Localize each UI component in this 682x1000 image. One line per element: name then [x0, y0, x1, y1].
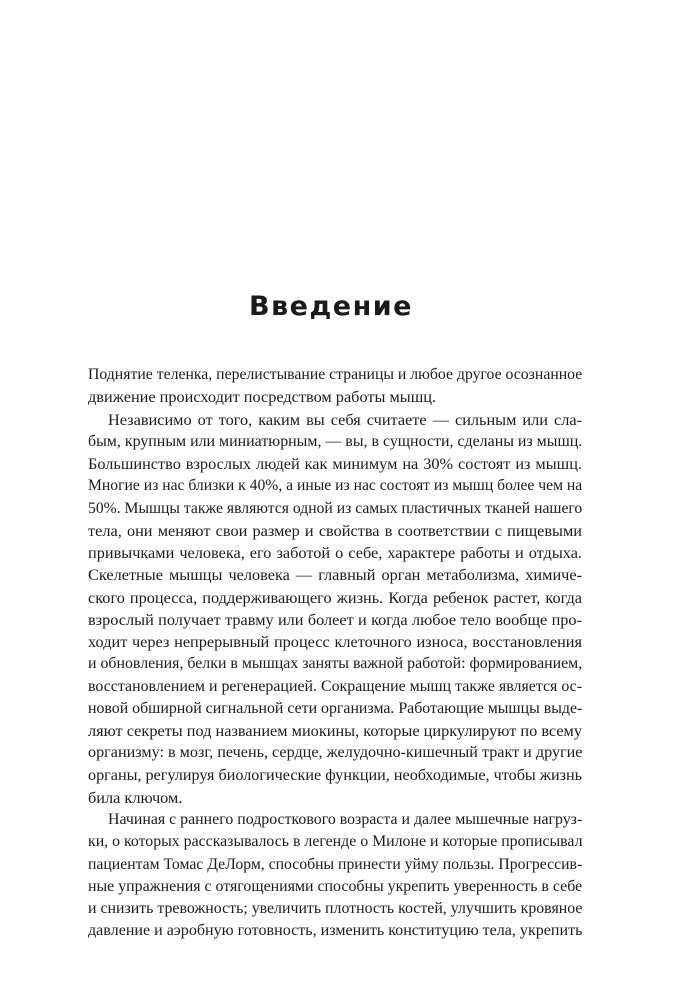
text-line: взрослый получает травму или болеет и когда любое тело вообще про-	[88, 609, 582, 629]
text-line: Многие из нас близки к 40%, а иные из нас состоят из мышц более чем на	[88, 477, 583, 495]
text-line: органы, регулируя биологические функции, необходимые, чтобы жизнь	[88, 766, 583, 784]
text-line: Начиная с раннего подросткового возраста и далее мышечные нагруз-	[108, 811, 583, 828]
text-line: ходит через непрерывный процесс клеточного износа, восстановления	[88, 632, 582, 651]
text-line: восстановлением и регенерацией. Сокращение мышц также является ос-	[88, 677, 583, 695]
text-line: и обновления, белки в мышцах заняты важной работой: формированием,	[88, 655, 583, 673]
text-line: била ключом.	[88, 787, 183, 807]
text-line: организму: в мозг, печень, сердце, желудочно-кишечный тракт и другие	[88, 744, 583, 762]
text-line: тела, они меняют свои размер и свойства в соответствии с пищевыми	[88, 520, 582, 540]
text-line: ляют секреты под названием миокины, которые циркулируют по всему	[88, 721, 582, 740]
chapter-title: Введение	[249, 291, 413, 322]
text-line: и снизить тревожность; увеличить плотность костей, улучшить кровяное	[88, 900, 583, 917]
text-line: пациентам Томас ДеЛорм, способны принести уйму пользы. Прогрессив-	[88, 855, 583, 873]
text-line: привычками человека, его заботой о себе, характере работы и отдыха.	[88, 543, 582, 562]
text-line: 50%. Мышцы также являются одной из самых пластичных тканей нашего	[88, 499, 583, 517]
text-line: движение происходит посредством работы мышц.	[88, 387, 437, 407]
text-line: ского процесса, поддерживающего жизнь. Когда ребенок растет, когда	[88, 587, 582, 607]
text-line: Скелетные мышцы человека — главный орган метаболизма, химиче-	[88, 565, 582, 585]
text-line: давление и аэробную готовность, изменить конституцию тела, укрепить	[88, 922, 583, 940]
text-line: Независимо от того, каким вы себя считаете — сильным или сла-	[108, 409, 582, 429]
text-line: ные упражнения с отягощениями способны укрепить уверенность в себе	[88, 877, 583, 895]
text-line: Поднятие теленка, перелистывание страницы и любое другое осознанное	[88, 366, 583, 383]
text-line: ки, о которых рассказывалось в легенде о Милоне и которые прописывал	[88, 833, 583, 851]
text-line: бым, крупным или миниатюрным, — вы, в сущности, сделаны из мышц.	[88, 432, 583, 450]
text-line: Большинство взрослых людей как минимум на 30% состоят из мышц.	[88, 454, 582, 473]
text-line: новой обширной сигнальной сети организма. Работающие мышцы выде-	[88, 699, 583, 717]
chapter-body	[88, 364, 582, 943]
